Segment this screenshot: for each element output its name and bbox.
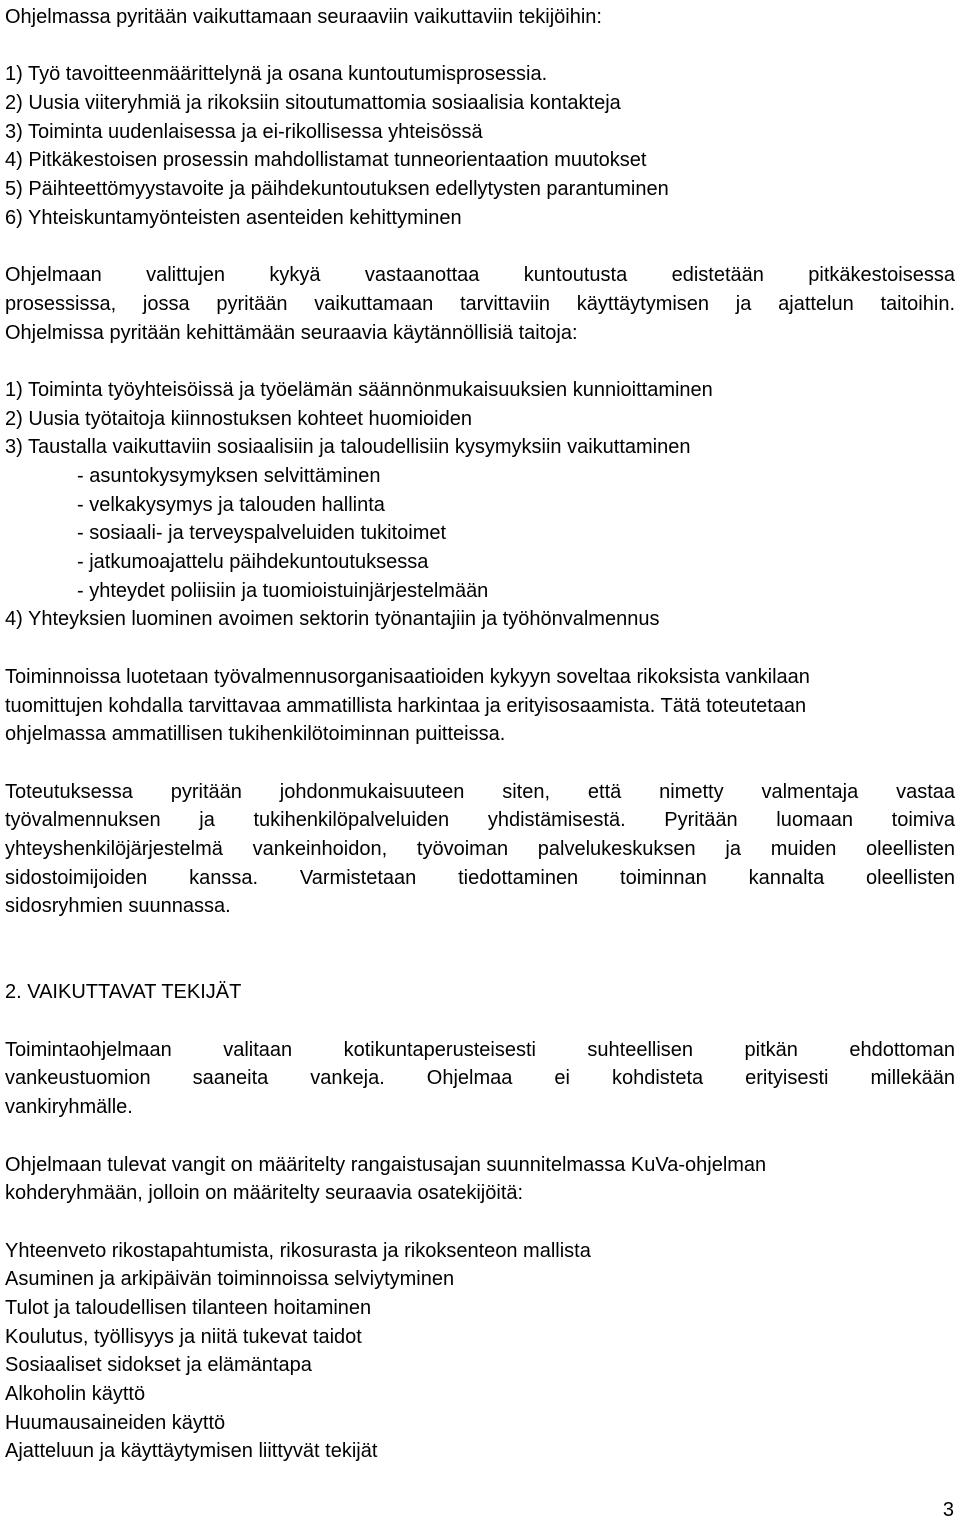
- list-item: 1) Työ tavoitteenmäärittelynä ja osana kuntoutumisprosessia.: [5, 63, 548, 86]
- sub-list-item: - jatkumoajattelu päihdekuntoutuksessa: [77, 551, 429, 574]
- paragraph-work-coaching: [5, 663, 955, 749]
- sub-list-item: - yhteydet poliisiin ja tuomioistuinjärjestelmään: [77, 579, 489, 602]
- components-list: [5, 1237, 955, 1467]
- paragraph-line: Toteutuksessa pyritään johdonmukaisuuteen siten, että nimetty valmentaja vastaa: [5, 780, 955, 803]
- paragraph-line: työvalmennuksen ja tukihenkilöpalveluiden yhdistämisestä. Pyritään luomaan toimiva: [5, 809, 955, 832]
- spacer: [5, 1122, 955, 1151]
- paragraph-line: sidosryhmien suunnassa.: [5, 895, 231, 918]
- list-item: Tulot ja taloudellisen tilanteen hoitaminen: [5, 1296, 372, 1319]
- section-heading: 2. VAIKUTTAVAT TEKIJÄT: [5, 981, 242, 1004]
- spacer: [5, 634, 955, 663]
- paragraph-line: tuomittujen kohdalla tarvittavaa ammatillista harkintaa ja erityisosaamista. Tätä toteutetaan: [5, 694, 807, 717]
- sub-list-item: - velkakysymys ja talouden hallinta: [77, 493, 385, 516]
- list-item: 6) Yhteiskuntamyönteisten asenteiden kehittyminen: [5, 206, 462, 229]
- paragraph-line: vankiryhmälle.: [5, 1096, 133, 1119]
- list-item: 1) Toiminta työyhteisöissä ja työelämän säännönmukaisuuksien kunnioittaminen: [5, 378, 713, 401]
- sub-list-item: - sosiaali- ja terveyspalveluiden tukitoimet: [77, 522, 447, 545]
- skills-list: [5, 376, 955, 634]
- paragraph-implementation: [5, 778, 955, 921]
- paragraph-line: yhteyshenkilöjärjestelmä vankeinhoidon, työvoiman palvelukeskuksen ja muiden oleellisten: [5, 837, 955, 860]
- paragraph-line: Ohjelmaan tulevat vangit on määritelty rangaistusajan suunnitelmassa KuVa-ohjelman: [5, 1153, 767, 1176]
- paragraph-line: Toiminnoissa luotetaan työvalmennusorganisaatioiden kykyyn soveltaa rikoksista vankilaan: [5, 665, 810, 688]
- list-item: Sosiaaliset sidokset ja elämäntapa: [5, 1354, 312, 1377]
- list-item: 2) Uusia työtaitoja kiinnostuksen kohteet huomioiden: [5, 407, 472, 430]
- list-item: Alkoholin käyttö: [5, 1383, 146, 1406]
- paragraph-line: ohjelmassa ammatillisen tukihenkilötoiminnan puitteissa.: [5, 723, 506, 746]
- paragraph-line: kohderyhmään, jolloin on määritelty seuraavia osatekijöitä:: [5, 1182, 524, 1205]
- paragraph-selection: [5, 1036, 955, 1122]
- spacer: [5, 749, 955, 778]
- paragraph-skills-intro: [5, 261, 955, 347]
- list-item: 5) Päihteettömyystavoite ja päihdekuntoutuksen edellytysten parantuminen: [5, 178, 669, 201]
- list-item: Koulutus, työllisyys ja niitä tukevat taidot: [5, 1325, 362, 1348]
- spacer: [5, 347, 955, 376]
- list-item: Ajatteluun ja käyttäytymisen liittyvät tekijät: [5, 1440, 378, 1463]
- paragraph-line: Toimintaohjelmaan valitaan kotikuntaperusteisesti suhteellisen pitkän ehdottoman: [5, 1038, 955, 1061]
- list-item: 3) Taustalla vaikuttaviin sosiaalisiin ja taloudellisiin kysymyksiin vaikuttaminen: [5, 436, 691, 459]
- paragraph-line: prosessissa, jossa pyritään vaikuttamaan tarvittaviin käyttäytymisen ja ajattelun taitoihin.: [5, 292, 955, 315]
- sub-list-item: - asuntokysymyksen selvittäminen: [77, 465, 381, 487]
- list-item: 2) Uusia viiteryhmiä ja rikoksiin sitoutumattomia sosiaalisia kontakteja: [5, 92, 621, 115]
- list-item: Huumausaineiden käyttö: [5, 1411, 226, 1434]
- spacer: [5, 32, 955, 61]
- list-item: 4) Pitkäkestoisen prosessin mahdollistamat tunneorientaation muutokset: [5, 149, 647, 172]
- paragraph-line: Ohjelmaan valittujen kykyä vastaanottaa kuntoutusta edistetään pitkäkestoisessa: [5, 264, 955, 287]
- spacer: [5, 233, 955, 262]
- document-page: [5, 3, 955, 1466]
- paragraph-line: vankeustuomion saaneita vankeja. Ohjelmaa ei kohdisteta erityisesti millekään: [5, 1067, 955, 1090]
- spacer: [5, 921, 955, 978]
- paragraph-line: Ohjelmissa pyritään kehittämään seuraavia käytännöllisiä taitoja:: [5, 321, 578, 344]
- spacer: [5, 1007, 955, 1036]
- page-number: 3: [942, 1499, 954, 1521]
- list-item: 4) Yhteyksien luominen avoimen sektorin työnantajiin ja työhönvalmennus: [5, 608, 660, 631]
- factors-list: [5, 60, 955, 232]
- intro-line: Ohjelmassa pyritään vaikuttamaan seuraaviin vaikuttaviin tekijöihin:: [5, 6, 602, 28]
- paragraph-line: sidostoimijoiden kanssa. Varmistetaan tiedottaminen toiminnan kannalta oleellisten: [5, 866, 955, 889]
- paragraph-target-group: [5, 1151, 955, 1208]
- list-item: 3) Toiminta uudenlaisessa ja ei-rikollisessa yhteisössä: [5, 120, 483, 143]
- list-item: Asuminen ja arkipäivän toiminnoissa selviytyminen: [5, 1268, 455, 1291]
- list-item: Yhteenveto rikostapahtumista, rikosurasta ja rikoksenteon mallista: [5, 1239, 591, 1262]
- spacer: [5, 1208, 955, 1237]
